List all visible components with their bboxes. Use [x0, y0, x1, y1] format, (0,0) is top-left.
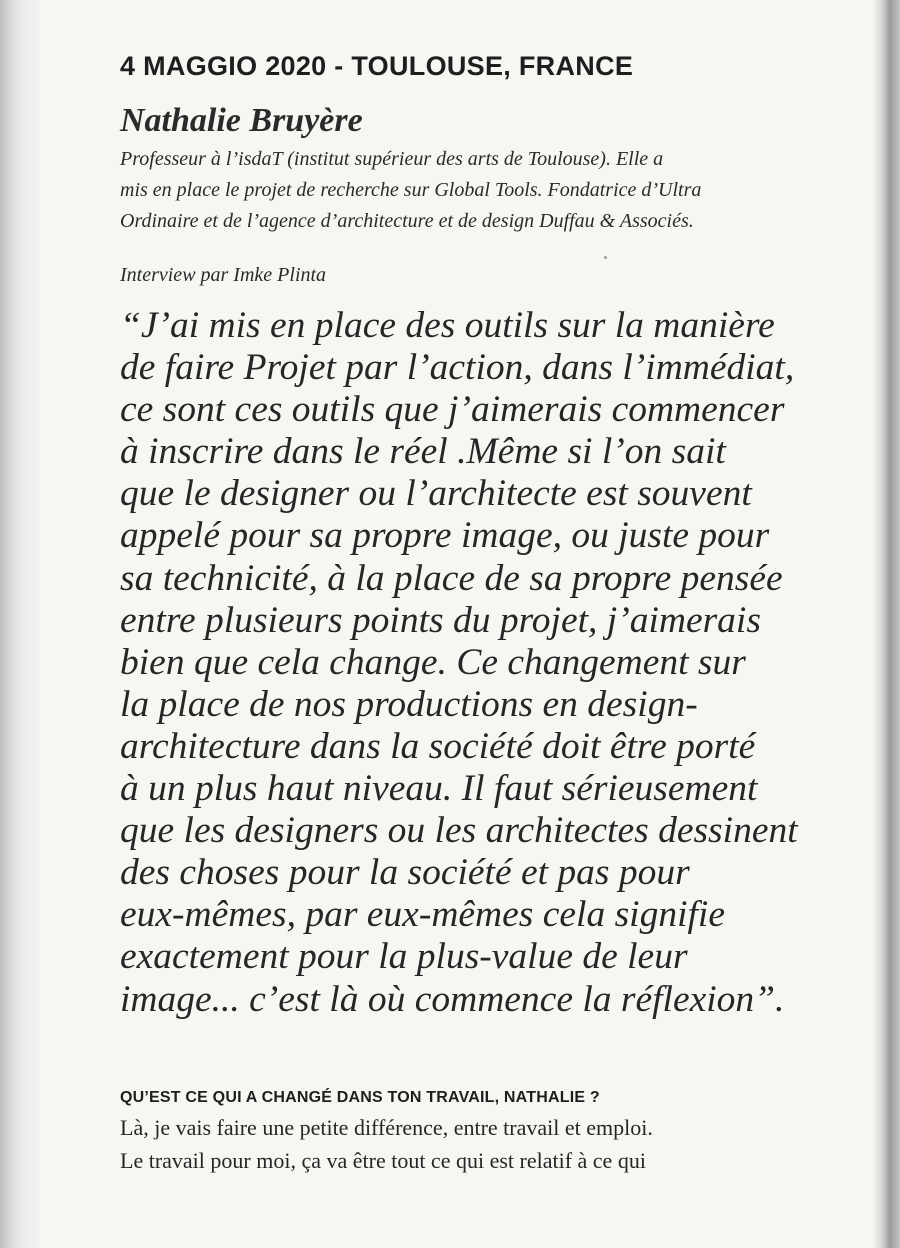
quote-line: exactement pour la plus-value de leur	[120, 936, 688, 978]
quote-line: entre plusieurs points du projet, j’aimerais	[120, 599, 761, 641]
author-name: Nathalie Bruyère	[120, 102, 363, 139]
quote-line: de faire Projet par l’action, dans l’immédiat,	[120, 347, 795, 389]
quote-line: sa technicité, à la place de sa propre pensée	[120, 557, 783, 599]
article-content	[120, 48, 840, 1177]
bio-line: Ordinaire et de l’agence d’architecture et de design Duffau & Associés.	[120, 210, 694, 232]
interview-question: QU’EST CE QUI A CHANGÉ DANS TON TRAVAIL, NATHALIE ?	[120, 1088, 600, 1106]
answer-line: Le travail pour moi, ça va être tout ce qui est relatif à ce qui	[120, 1147, 646, 1173]
dateline-heading: 4 MAGGIO 2020 - TOULOUSE, FRANCE	[120, 51, 634, 81]
author-bio	[120, 144, 840, 237]
quote-line: la place de nos productions en design-	[120, 683, 698, 725]
pull-quote	[120, 305, 840, 1021]
quote-line: que le designer ou l’architecte est souvent	[120, 473, 752, 515]
quote-line: architecture dans la société doit être porté	[120, 725, 756, 767]
answer-line: Là, je vais faire une petite différence, entre travail et emploi.	[120, 1114, 653, 1140]
book-gutter-shadow	[874, 0, 900, 1248]
quote-line: bien que cela change. Ce changement sur	[120, 641, 746, 683]
bio-line: mis en place le projet de recherche sur Global Tools. Fondatrice d’Ultra	[120, 179, 702, 201]
quote-line: image... c’est là où commence la réflexion”.	[120, 978, 785, 1020]
interviewer-credit: Interview par Imke Plinta	[120, 264, 327, 286]
quote-line: à un plus haut niveau. Il faut sérieusement	[120, 768, 758, 810]
quote-line: des choses pour la société et pas pour	[120, 852, 690, 894]
quote-line: que les designers ou les architectes dessinent	[120, 810, 798, 852]
quote-line: “J’ai mis en place des outils sur la manière	[120, 305, 775, 346]
page-stack-edge	[0, 0, 40, 1248]
bio-line: Professeur à l’isdaT (institut supérieur des arts de Toulouse). Elle a	[120, 148, 664, 170]
quote-line: appelé pour sa propre image, ou juste pour	[120, 515, 770, 557]
quote-line: ce sont ces outils que j’aimerais commencer	[120, 389, 785, 431]
quote-line: à inscrire dans le réel .Même si l’on sait	[120, 431, 726, 473]
interview-answer	[120, 1111, 840, 1177]
quote-line: eux-mêmes, par eux-mêmes cela signifie	[120, 894, 725, 936]
